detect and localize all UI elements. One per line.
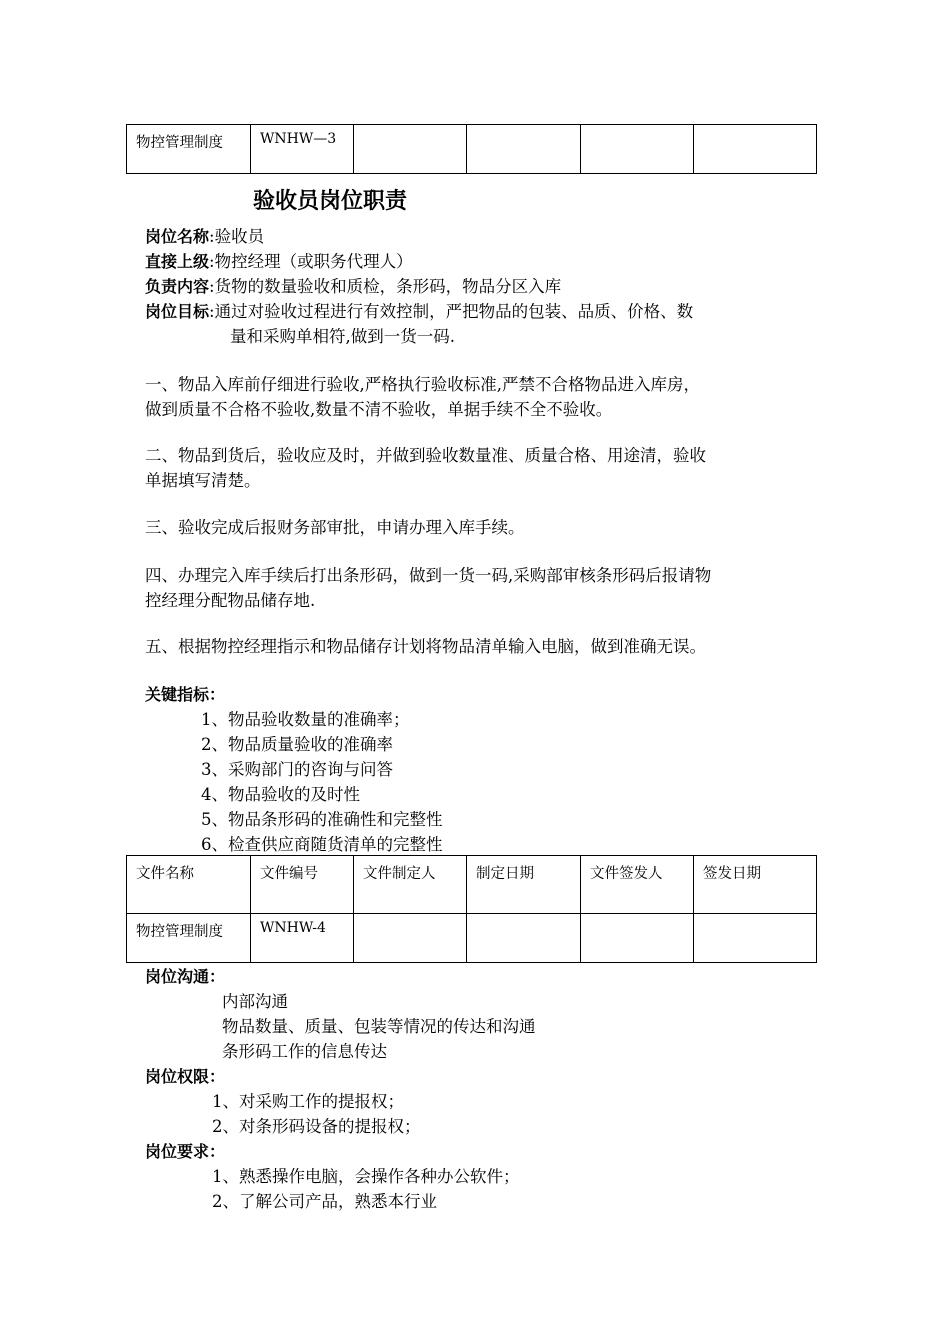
paragraph-3-line-1: 三、验收完成后报财务部审批，申请办理入库手续。 xyxy=(145,518,525,537)
table-header-cell: 文件制定人 xyxy=(354,856,467,914)
table-cell xyxy=(354,125,467,174)
authority-label: 岗位权限： xyxy=(145,1067,226,1086)
paragraph-4-line-1: 四、办理完入库手续后打出条形码，做到一货一码,采购部审核条形码后报请物 xyxy=(145,566,712,585)
table-cell xyxy=(581,125,694,174)
list-item: 2、对条形码设备的提报权； xyxy=(212,1117,421,1136)
communication-label: 岗位沟通： xyxy=(145,967,226,986)
key-indicators-label: 关键指标： xyxy=(145,685,226,704)
paragraph-5-line-1: 五、根据物控经理指示和物品储存计划将物品清单输入电脑，做到准确无误。 xyxy=(145,637,706,656)
requirements-label: 岗位要求： xyxy=(145,1142,226,1161)
list-item: 1、物品验收数量的准确率； xyxy=(201,710,410,729)
goal-label: 岗位目标 xyxy=(145,302,210,321)
post-name-line xyxy=(145,224,264,249)
paragraph-1-line-2: 做到质量不合格不验收,数量不清不验收，单据手续不全不验收。 xyxy=(145,400,613,419)
post-name-label: 岗位名称 xyxy=(145,227,210,246)
goal-line xyxy=(145,299,693,324)
table-cell: WNHW—3 xyxy=(251,125,354,174)
document-info-table xyxy=(126,855,817,963)
paragraph-4-line-2: 控经理分配物品储存地. xyxy=(145,591,316,610)
table-header-cell: 文件编号 xyxy=(251,856,354,914)
list-item: 2、物品质量验收的准确率 xyxy=(201,735,393,754)
table-cell xyxy=(581,914,694,963)
duty-value: :货物的数量验收和质检，条形码，物品分区入库 xyxy=(209,277,562,296)
paragraph-2-line-1: 二、物品到货后，验收应及时，并做到验收数量准、质量合格、用途清，验收 xyxy=(145,446,706,465)
list-item: 2、了解公司产品，熟悉本行业 xyxy=(212,1192,437,1211)
paragraph-1-line-1: 一、物品入库前仔细进行验收,严格执行验收标准,严禁不合格物品进入库房， xyxy=(145,375,700,394)
table-cell: 物控管理制度 xyxy=(127,914,251,963)
list-item: 3、采购部门的咨询与问答 xyxy=(201,760,393,779)
duty-line xyxy=(145,274,561,299)
table-header-cell: 文件名称 xyxy=(127,856,251,914)
post-name-value: :验收员 xyxy=(209,227,265,246)
list-item: 条形码工作的信息传达 xyxy=(222,1042,387,1061)
table-cell xyxy=(467,125,581,174)
table-header-cell: 签发日期 xyxy=(694,856,817,914)
table-cell: 物控管理制度 xyxy=(127,125,251,174)
top-document-table xyxy=(126,124,817,174)
goal-line-continued: 量和采购单相符,做到一货一码. xyxy=(230,327,455,346)
table-cell xyxy=(467,914,581,963)
table-cell: WNHW-4 xyxy=(251,914,354,963)
list-item: 4、物品验收的及时性 xyxy=(201,785,360,804)
list-item: 1、对采购工作的提报权； xyxy=(212,1092,404,1111)
table-cell xyxy=(694,125,817,174)
duty-label: 负责内容 xyxy=(145,277,210,296)
list-item: 物品数量、质量、包装等情况的传达和沟通 xyxy=(222,1017,536,1036)
list-item: 1、熟悉操作电脑，会操作各种办公软件； xyxy=(212,1167,520,1186)
table-cell xyxy=(694,914,817,963)
list-item: 内部沟通 xyxy=(222,992,288,1011)
superior-value: :物控经理（或职务代理人） xyxy=(209,252,413,271)
page-title: 验收员岗位职责 xyxy=(252,189,407,214)
goal-value: :通过对验收过程进行有效控制，严把物品的包装、品质、价格、数 xyxy=(209,302,694,321)
paragraph-2-line-2: 单据填写清楚。 xyxy=(145,471,261,490)
table-cell xyxy=(354,914,467,963)
table-header-cell: 文件签发人 xyxy=(581,856,694,914)
superior-line xyxy=(145,249,413,274)
list-item: 6、检查供应商随货清单的完整性 xyxy=(201,835,443,854)
list-item: 5、物品条形码的准确性和完整性 xyxy=(201,810,443,829)
superior-label: 直接上级 xyxy=(145,252,210,271)
table-header-cell: 制定日期 xyxy=(467,856,581,914)
